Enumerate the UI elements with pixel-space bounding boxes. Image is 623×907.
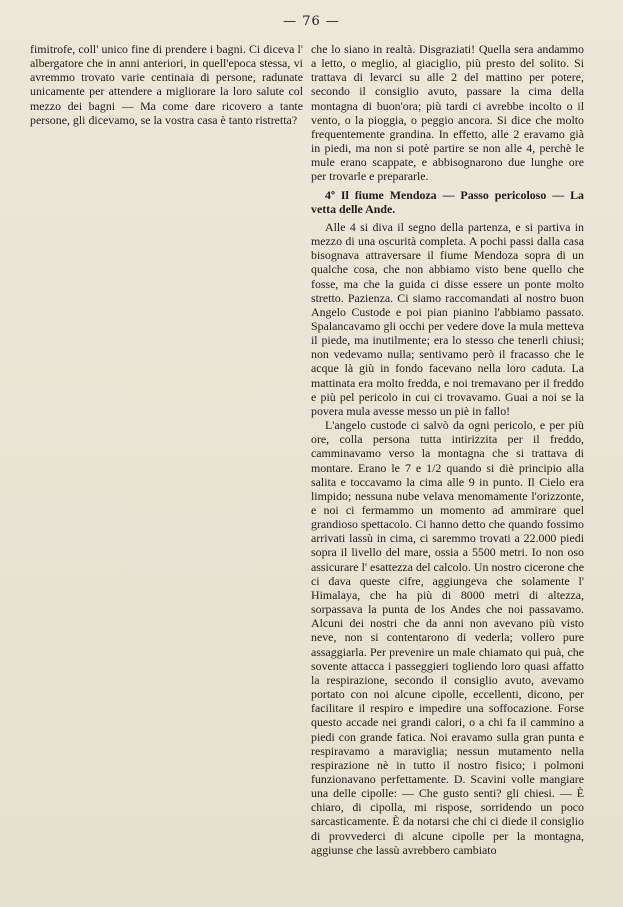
right-paragraph-1: Alle 4 si diva il segno della partenza, e si partiva in mezzo di una oscurità completa. A pochi passi dalla casa bisognava attraversare il fiume Mendoza sopra di un qualche cosa, che non abbiamo visto bene quello che fosse, ma che la guida ci disse essere un ponte molto stretto. Pazienza. Ci siamo raccomandati al nostro buon Angelo Custode e poi pian pianino l'abbiamo passato. Spalancavamo gli occhi per vedere dove la mula metteva il piede, ma inutilmente; era lo stesso che tenerli chiusi; non vedevamo nulla; sentivamo però il fracasso che le acque là giù in fondo facevano nella loro caduta. La mattinata era molto fredda, e noi tremavano per il freddo e più pel pericolo in cui ci trovavamo. Guai a noi se la povera mula avesse messo un piè in fallo! — [311, 219, 584, 418]
right-paragraph-2: L'angelo custode ci salvò da ogni pericolo, e per più ore, colla persona tutta intirizzita per il freddo, camminavamo verso la montagna che si trattava di montare. Erano le 7 e 1/2 quando si diè principio alla salita e toccavamo la cima alle 9 in punto. Il Cielo era limpido; nessuna nube velava menomamente l'orizzonte, e noi ci fermammo un momento ad ammirare quel grandioso spettacolo. Ci hanno detto che quando fossimo arrivati lassù in cima, ci saremmo trovati a 22.000 piedi sopra il livello del mare, ossia a 5500 metri. Io non oso assicurare l' esattezza del calcolo. Un nostro cicerone che ci dava queste cifre, aggiungeva che solamente l' Himalaya, che ha più di 8000 metri di altezza, sorpassava la punta de los Andes che noi passavamo. Alcuni dei nostri che da anni non avevano più visto neve, non si contentarono di vederla; vollero pure assaggiarla. Per prevenire un male chiamato qui puà, che sovente attacca i passeggieri togliendo loro quasi affatto la respirazione, secondo il consiglio avuto, avevamo portato con noi alcune cipolle, eccellenti, dicono, per facilitare il respiro e impedire una soffocazione. Forse questo accade nei grandi calori, o a chi fa il cammino a piedi con grande fatica. Noi eravamo sulla gran punta e respiravamo a maraviglia; nessun mutamento nella respirazione nè in tutto il nostro fisico; i polmoni funzionavano perfettamente. D. Scavini volle mangiare una delle cipolle: — Che gusto senti? gli chiesi. — È chiaro, di cipolla, mi rispose, sorridendo un poco sarcasticamente. È da notarsi che chi ci diede il consiglio di provvederci di alcune cipolle per la montagna, aggiunse che lassù avrebbero cambiato — [311, 418, 584, 857]
left-column — [30, 42, 303, 127]
right-column — [311, 42, 584, 857]
left-paragraph-1: fimitrofe, coll' unico fine di prendere i bagni. Ci diceva l' albergatore che in anni anteriori, in quell'epoca stessa, vi avremmo trovato varie centinaia di persone, radunate unicamente per attendere a migliorare la loro salute col mezzo dei bagni — Ma come dare ricovero a tante persone, gli dicevamo, se la vostra casa è tanto ristretta? — [30, 42, 303, 127]
page-number: — 76 — — [283, 14, 340, 29]
right-intro-paragraph: che lo siano in realtà. Disgraziati! Quella sera andammo a letto, o meglio, al giaciglio, più presto del solito. Si trattava di levarci su alle 2 del mattino per potere, secondo il consiglio avuto, passare la cima della montagna di buon'ora; più tardi ci avrebbe incolto o il vento, o la pioggia, o peggio ancora. Si dice che molto frequentemente grandina. In effetto, alle 2 eravamo già in piedi, ma non si potè partire se non alle 4, perchè le mule erano scappate, e abbisognarono due lunghe ore per trovarle e prepararle. — [311, 42, 584, 184]
section-heading: 4º Il fiume Mendoza — Passo pericoloso — La vetta delle Ande. — [311, 187, 584, 216]
